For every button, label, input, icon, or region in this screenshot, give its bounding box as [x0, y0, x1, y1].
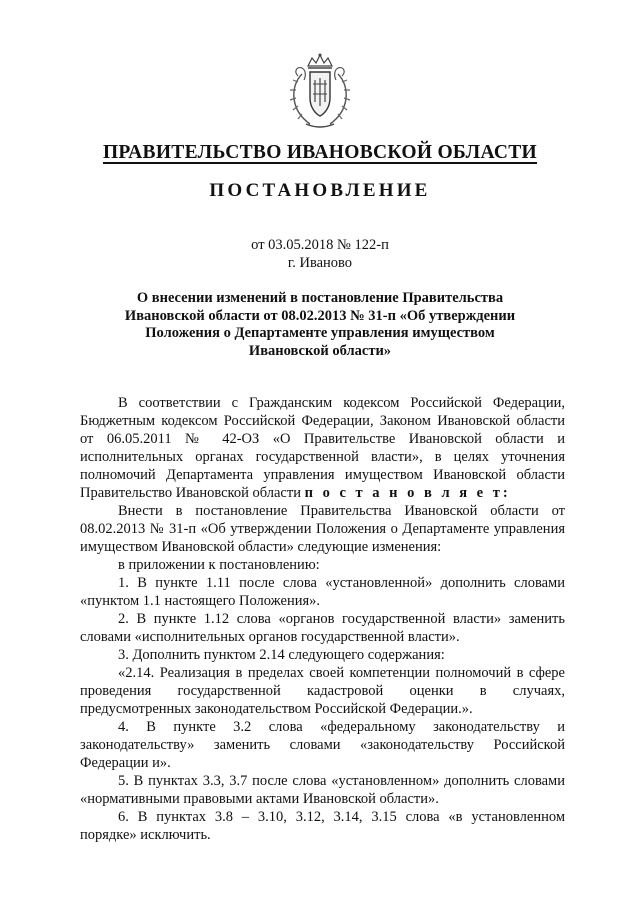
body-paragraph: 5. В пунктах 3.3, 3.7 после слова «установленном» дополнить словами «нормативными правовыми актами Ивановской области». [80, 773, 565, 807]
body-paragraph: 4. В пункте 3.2 слова «федеральному законодательству и законодательству» заменить словами «законодательству Российской Федерации и». [80, 719, 565, 771]
body-paragraph: 3. Дополнить пунктом 2.14 следующего содержания: [118, 647, 445, 663]
body-paragraph: Внести в постановление Правительства Ивановской области от 08.02.2013 № 31-п «Об утверждении Положения о Департаменте управления имуществом Ивановской области» следующие изменения: [80, 503, 565, 555]
subject-line: Положения о Департаменте управления имуществом [145, 325, 495, 341]
date-number: от 03.05.2018 № 122-п [251, 237, 389, 253]
body-paragraph: 1. В пункте 1.11 после слова «установленной» дополнить словами «пунктом 1.1 настоящего Положения». [80, 575, 565, 609]
subject-line: Ивановской области» [248, 342, 392, 359]
coat-of-arms-icon [284, 52, 356, 132]
document-meta [0, 236, 640, 272]
subject-line: Ивановской области от 08.02.2013 № 31-п «Об утверждении [124, 307, 516, 324]
preamble-text: В соответствии с Гражданским кодексом Российской Федерации, Бюджетным кодексом Российской Федерации, Законом Ивановской области от 06.05.2011 № 42-ОЗ «О Правительстве Ивановской области и исполнительных органах государственной власти», в целях уточнения полномочий Департамента управления имуществом Ивановской области Правительство Ивановской области [80, 395, 565, 501]
subject-line: О внесении изменений в постановление Правительства [136, 290, 504, 306]
city: г. Иваново [287, 255, 353, 271]
body-paragraph: 6. В пунктах 3.8 – 3.10, 3.12, 3.14, 3.15 слова «в установленном порядке» исключить. [80, 809, 565, 843]
document-subject [110, 290, 530, 360]
document-type: ПОСТАНОВЛЕНИЕ [209, 180, 431, 201]
body-paragraph: 2. В пункте 1.12 слова «органов государственной власти» заменить словами «исполнительных органов государственной власти». [80, 611, 565, 645]
organization-name: ПРАВИТЕЛЬСТВО ИВАНОВСКОЙ ОБЛАСТИ [102, 142, 538, 163]
organization-title [0, 142, 640, 164]
preamble-paragraph [80, 394, 565, 502]
resolves-text: п о с т а н о в л я е т: [304, 485, 511, 501]
body-paragraph: в приложении к постановлению: [118, 557, 320, 573]
document-body [80, 394, 565, 844]
body-paragraph: «2.14. Реализация в пределах своей компетенции полномочий в сфере проведения государственной кадастровой оценки в случаях, предусмотренных законодательством Российской Федерации.». [80, 665, 565, 717]
